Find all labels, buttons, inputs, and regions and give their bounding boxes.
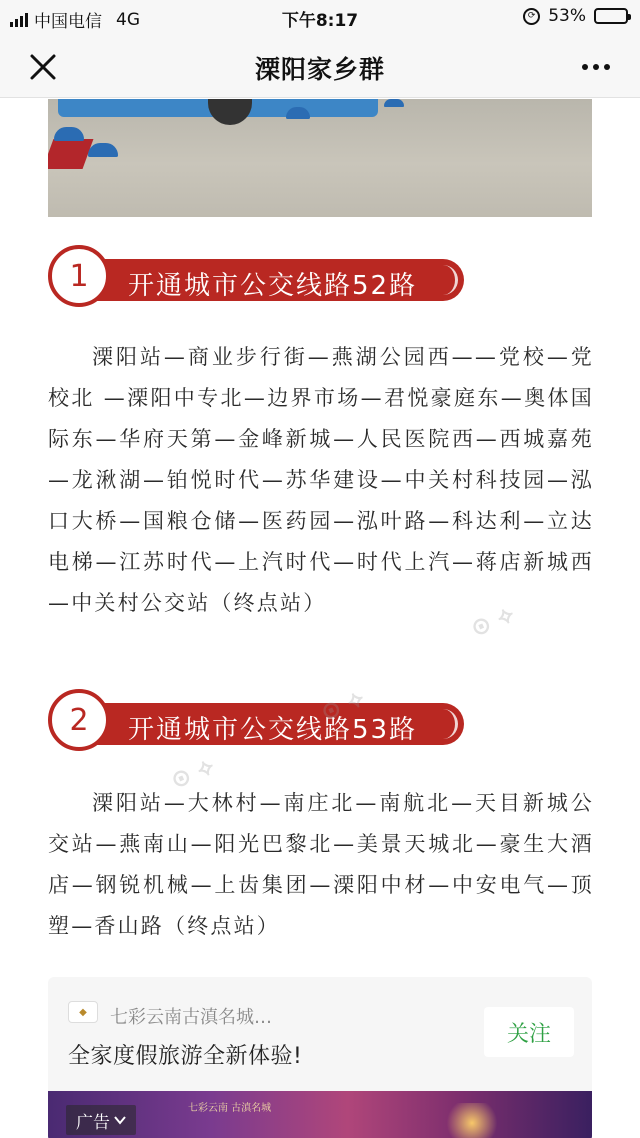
ad-banner-glow xyxy=(442,1103,502,1138)
section-header-2 xyxy=(48,689,468,749)
watermark-logo: ⊙ ⟡ xyxy=(166,751,219,795)
article-content xyxy=(0,99,640,1138)
barrier-base xyxy=(88,143,118,157)
bus-photo xyxy=(48,99,592,217)
rotation-lock-icon: ⟳ xyxy=(523,8,540,25)
chevron-down-icon xyxy=(114,1115,126,1125)
ad-card[interactable] xyxy=(48,977,592,1138)
status-bar xyxy=(0,0,640,34)
bus-wheel xyxy=(208,99,252,125)
section-title: 开通城市公交线路52路 xyxy=(128,271,418,301)
more-icon[interactable] xyxy=(582,64,610,70)
carrier-label: 中国电信 xyxy=(34,12,102,32)
page-title: 溧阳家乡群 xyxy=(254,55,385,84)
network-label: 4G xyxy=(116,9,140,30)
route-description-53: 溧阳站—大林村—南庄北—南航北—天目新城公交站—燕南山—阳光巴黎北—美景天城北—豪生大酒店—钢锐机械—上齿集团—溧阳中材—中安电气—顶塑—香山路（终点站） xyxy=(48,791,594,938)
section-number: 2 xyxy=(48,689,110,751)
ad-tag-label: 广告 xyxy=(76,1112,110,1133)
status-right xyxy=(523,6,628,26)
barrier-base xyxy=(286,107,310,119)
section-title: 开通城市公交线路53路 xyxy=(128,715,418,745)
ad-headline[interactable]: 全家度假旅游全新体验! xyxy=(68,1044,303,1069)
section-number: 1 xyxy=(48,245,110,307)
battery-percent: 53% xyxy=(548,6,586,26)
follow-button[interactable]: 关注 xyxy=(484,1007,574,1057)
watermark-logo: ⊙ ⟡ xyxy=(316,683,369,727)
battery-icon xyxy=(594,8,628,24)
ad-tag[interactable] xyxy=(66,1105,136,1135)
ad-account-logo: ◆ xyxy=(68,1001,98,1023)
route-description-52: 溧阳站—商业步行街—燕湖公园西——党校—党校北 —溧阳中专北—边界市场—君悦豪庭东—奥体国际东—华府天第—金峰新城—人民医院西—西城嘉苑—龙湫湖—铂悦时代—苏华建设—中关村科技园—泓口大桥—国粮仓储—医药园—泓叶路—科达利—立达电梯—江苏时代—上汽时代—时代上汽—蒋店新城西—中关村公交站（终点站） xyxy=(48,345,594,615)
status-time: 下午8:17 xyxy=(281,11,359,31)
barrier-base xyxy=(384,99,404,107)
red-carpet xyxy=(48,139,93,169)
watermark-logo: ⊙ ⟡ xyxy=(466,599,519,643)
barrier-base xyxy=(54,127,84,141)
nav-bar xyxy=(0,34,640,98)
ad-account-name[interactable]: 七彩云南古滇名城… xyxy=(110,1007,272,1028)
ad-banner-logo-text: 七彩云南 古滇名城 xyxy=(188,1103,272,1114)
section-header-1 xyxy=(48,245,468,305)
